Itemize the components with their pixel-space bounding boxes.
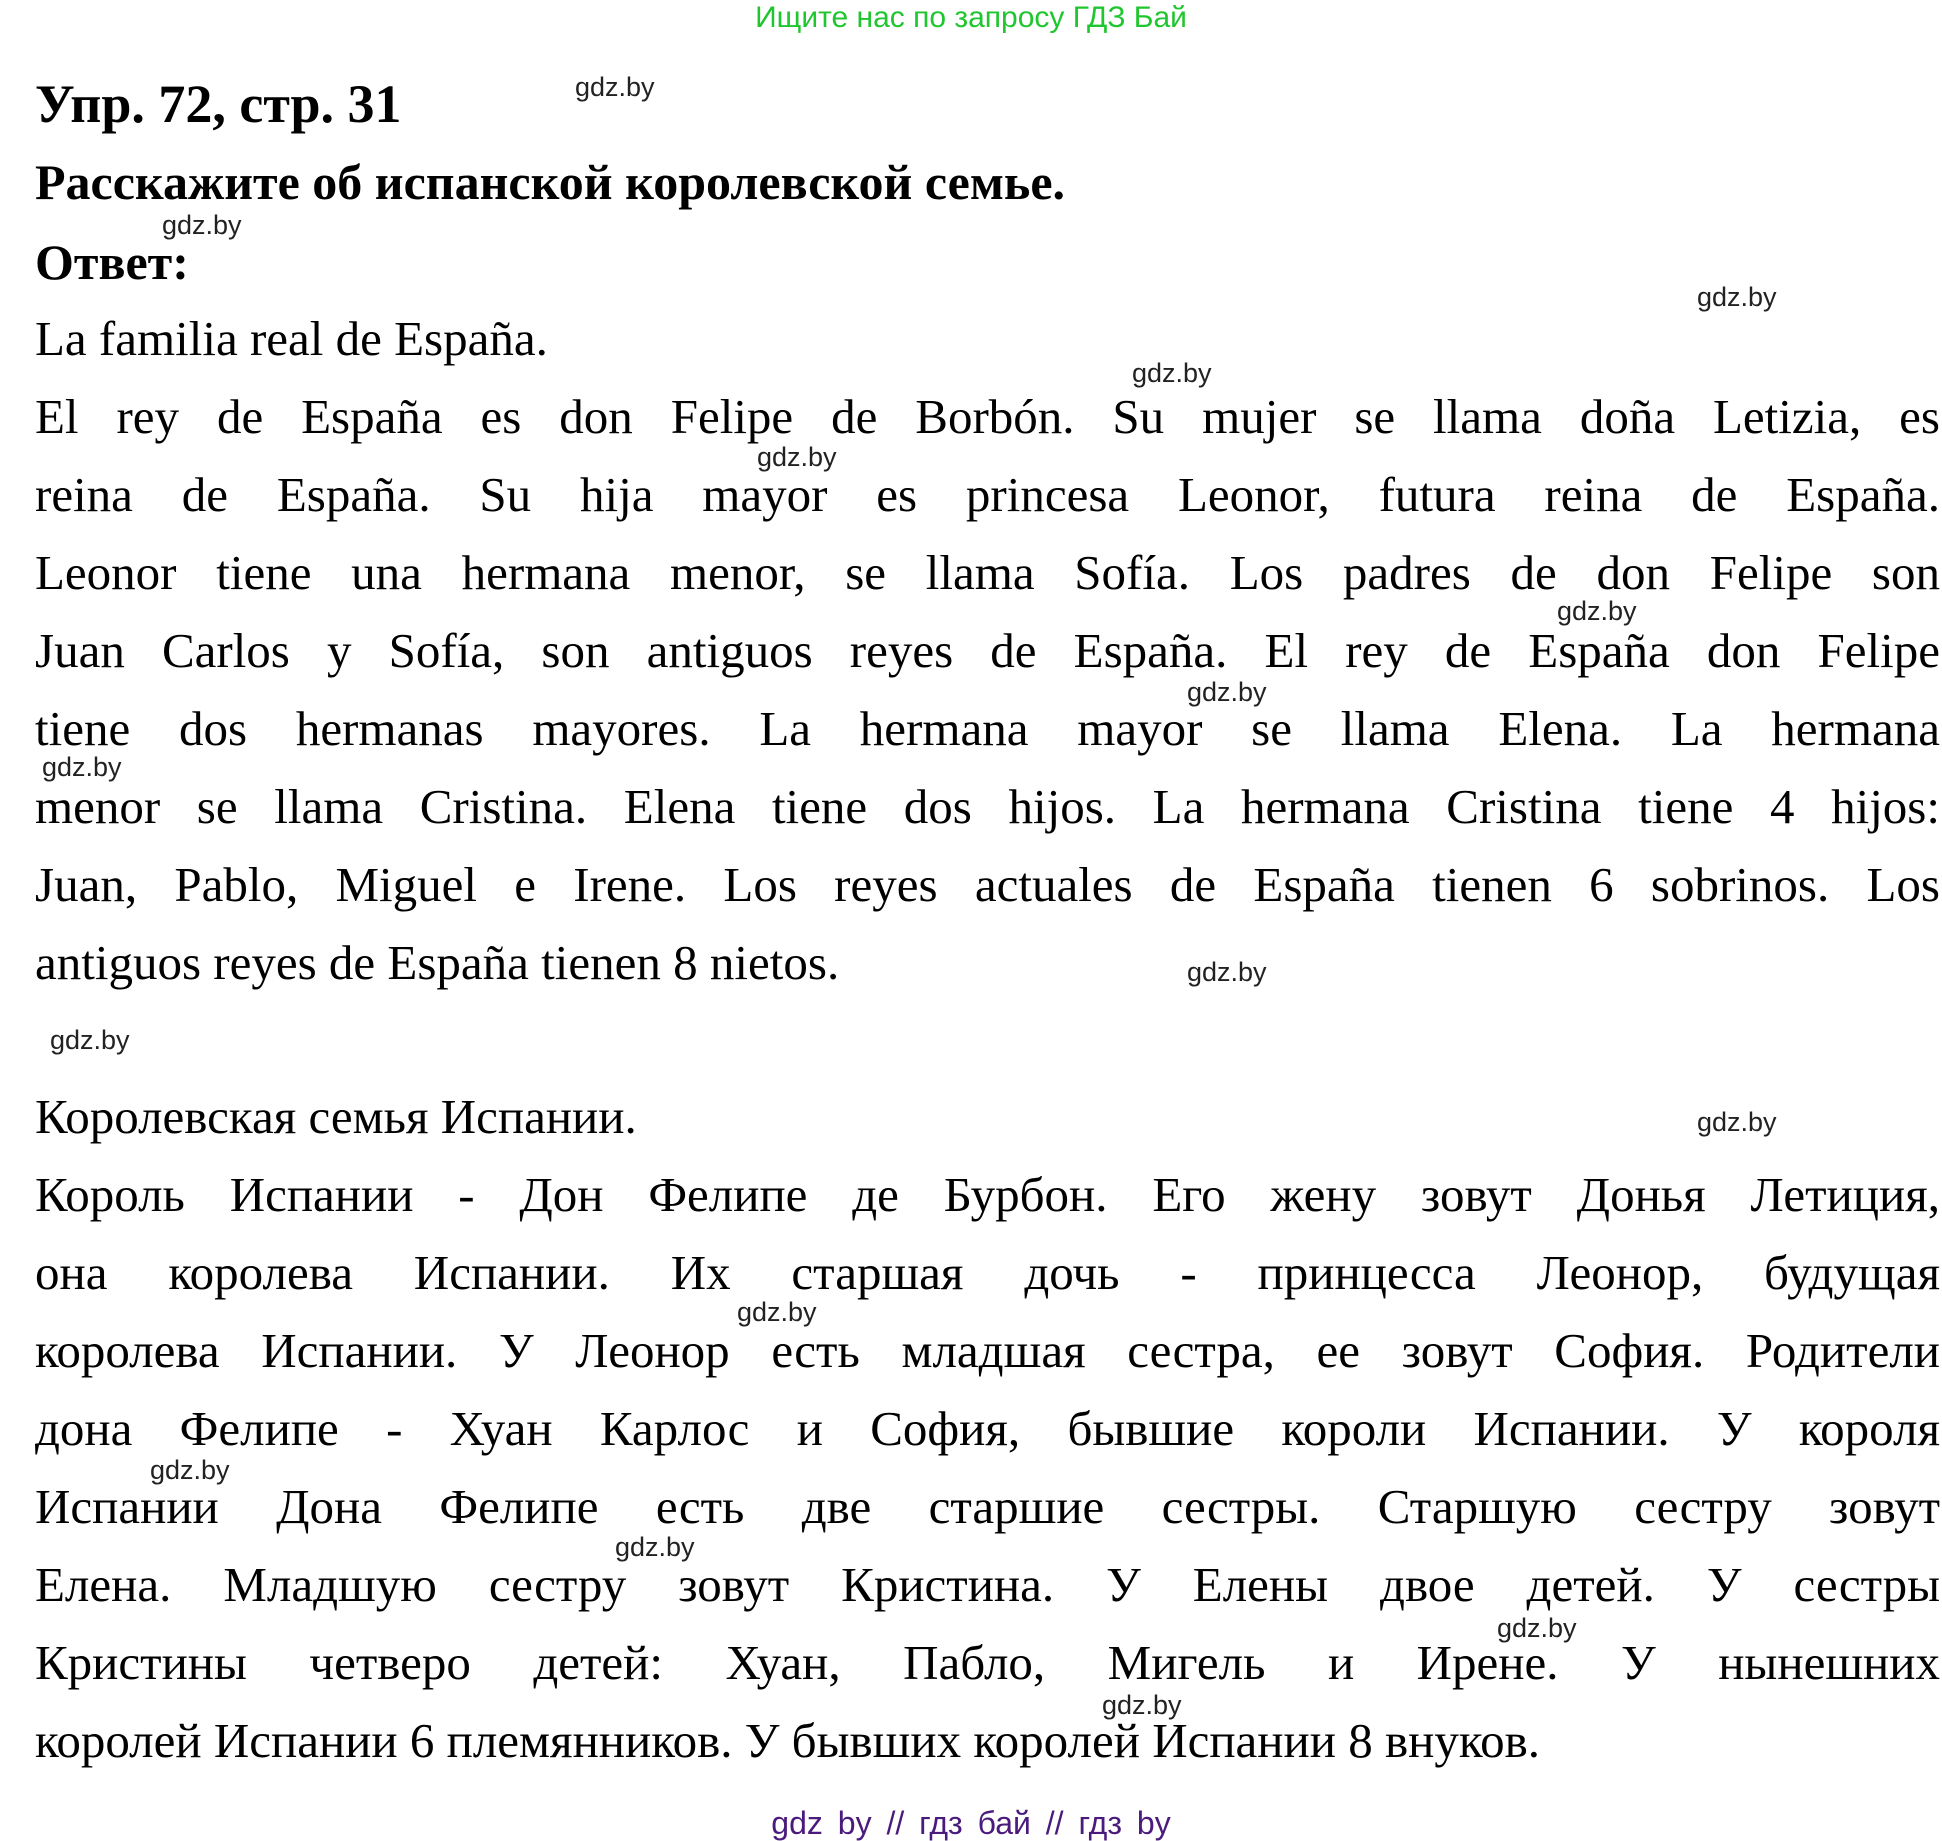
watermark: gdz.by <box>757 442 837 472</box>
watermark: gdz.by <box>1557 596 1637 626</box>
spanish-line: tiene dos hermanas mayores. La hermana mayor se llama Elena. La hermana <box>35 701 1940 756</box>
answer-label: Ответ: <box>35 234 189 290</box>
search-banner: Ищите нас по запросу ГДЗ Бай <box>755 1 1187 34</box>
russian-line: она королева Испании. Их старшая дочь - принцесса Леонор, будущая <box>35 1245 1940 1300</box>
spanish-line: reina de España. Su hija mayor es princesa Leonor, futura reina de España. <box>35 467 1940 522</box>
watermark: gdz.by <box>150 1455 230 1485</box>
watermark: gdz.by <box>575 72 655 102</box>
watermark: gdz.by <box>737 1297 817 1327</box>
footer-links: gdz by // гдз бай // гдз by <box>771 1805 1171 1841</box>
watermark: gdz.by <box>615 1532 695 1562</box>
russian-line: Кристины четверо детей: Хуан, Пабло, Мигель и Ирене. У нынешних <box>35 1635 1940 1690</box>
spanish-line: Juan, Pablo, Miguel e Irene. Los reyes actuales de España tienen 6 sobrinos. Los <box>35 857 1940 912</box>
watermark: gdz.by <box>50 1025 130 1055</box>
spanish-line: El rey de España es don Felipe de Borbón. Su mujer se llama doña Letizia, es <box>35 389 1940 444</box>
watermark: gdz.by <box>1497 1613 1577 1643</box>
watermark: gdz.by <box>1102 1690 1182 1720</box>
russian-line: Король Испании - Дон Фелипе де Бурбон. Его жену зовут Донья Летиция, <box>35 1167 1940 1222</box>
russian-line: королева Испании. У Леонор есть младшая сестра, ее зовут София. Родители <box>35 1323 1940 1378</box>
watermark: gdz.by <box>42 752 122 782</box>
watermark: gdz.by <box>1697 282 1777 312</box>
watermark: gdz.by <box>1187 957 1267 987</box>
watermark: gdz.by <box>162 210 242 240</box>
russian-heading: Королевская семья Испании. <box>35 1089 637 1144</box>
russian-line: Елена. Младшую сестру зовут Кристина. У Елены двое детей. У сестры <box>35 1557 1940 1612</box>
spanish-line: antiguos reyes de España tienen 8 nietos. <box>35 935 840 990</box>
russian-line: дона Фелипе - Хуан Карлос и София, бывшие короли Испании. У короля <box>35 1401 1940 1456</box>
spanish-line: Juan Carlos y Sofía, son antiguos reyes de España. El rey de España don Felipe <box>35 623 1940 678</box>
watermark: gdz.by <box>1132 358 1212 388</box>
spanish-heading: La familia real de España. <box>35 311 548 366</box>
watermark: gdz.by <box>1697 1107 1777 1137</box>
watermark: gdz.by <box>1187 677 1267 707</box>
exercise-title: Упр. 72, стр. 31 <box>35 74 402 134</box>
spanish-line: menor se llama Cristina. Elena tiene dos hijos. La hermana Cristina tiene 4 hijos: <box>35 779 1940 834</box>
russian-answer <box>35 1078 1940 1780</box>
russian-line: Испании Дона Фелипе есть две старшие сестры. Старшую сестру зовут <box>35 1479 1940 1534</box>
exercise-question: Расскажите об испанской королевской семье. <box>35 154 1066 210</box>
russian-line: королей Испании 6 племянников. У бывших королей Испании 8 внуков. <box>35 1713 1541 1768</box>
spanish-answer <box>35 300 1940 1002</box>
spanish-line: Leonor tiene una hermana menor, se llama Sofía. Los padres de don Felipe son <box>35 545 1940 600</box>
